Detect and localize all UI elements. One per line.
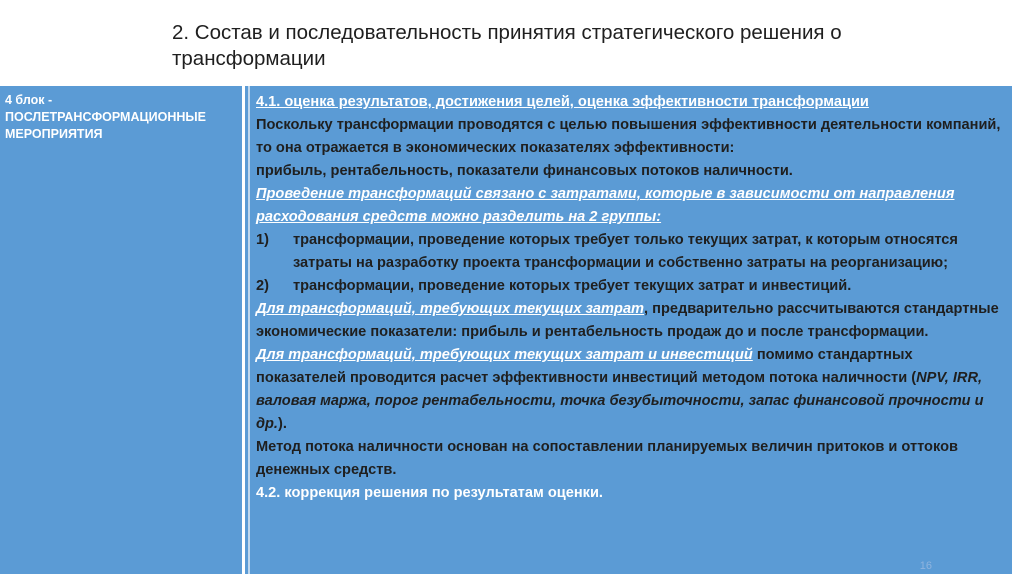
metrics-list: NPV, IRR, валовая маржа, порог рентабельности, точка безубыточности, запас финансовой прочности и др. — [256, 370, 984, 432]
emphasis-investments: Для трансформаций, требующих текущих затрат и инвестиций — [256, 347, 753, 363]
paragraph-current-costs — [256, 298, 1002, 344]
content-table — [0, 86, 1012, 574]
paragraph-cash-flow-method: Метод потока наличности основан на сопоставлении планируемых величин притоков и оттоков денежных средств. — [256, 439, 958, 478]
list-item — [256, 229, 1002, 275]
paragraph-indicators: прибыль, рентабельность, показатели финансовых потоков наличности. — [256, 163, 793, 179]
block-number: 4 блок - — [5, 93, 53, 107]
block-title: ПОСЛЕТРАНСФОРМАЦИОННЫЕ МЕРОПРИЯТИЯ — [5, 110, 206, 141]
block-content-cell — [248, 86, 1012, 574]
paragraph-cost-groups: Проведение трансформаций связано с затратами, которые в зависимости от направления расходования средств можно разделить на 2 группы: — [256, 186, 955, 225]
list-item-number: 1) — [256, 232, 269, 248]
text-investments-end: ). — [278, 416, 287, 432]
list-item — [256, 275, 1002, 298]
slide-title: 2. Состав и последовательность принятия стратегического решения о трансформации — [172, 21, 842, 70]
list-item-text: трансформации, проведение которых требует только текущих затрат, к которым относятся затраты на разработку проекта трансформации и собственно затраты на реорганизацию; — [293, 232, 958, 271]
block-label-cell — [0, 86, 245, 574]
list-item-text: трансформации, проведение которых требует текущих затрат и инвестиций. — [293, 278, 852, 294]
paragraph-investments — [256, 344, 1002, 436]
text-investments: помимо стандартных показателей проводится расчет эффективности инвестиций методом потока наличности ( — [256, 347, 917, 386]
text-current-costs: , предварительно рассчитываются стандартные экономические показатели: прибыль и рентабельность продаж до и после трансформации. — [256, 301, 999, 340]
list-item-number: 2) — [256, 278, 269, 294]
section-heading-4-1: 4.1. оценка результатов, достижения целей, оценка эффективности трансформации — [256, 94, 869, 110]
paragraph-efficiency: Поскольку трансформации проводятся с целью повышения эффективности деятельности компаний, то она отражается в экономических показателях эффективности: — [256, 117, 1001, 156]
section-heading-4-2: 4.2. коррекция решения по результатам оценки. — [256, 485, 603, 501]
page-number: 16 — [919, 560, 932, 572]
emphasis-current-costs: Для трансформаций, требующих текущих затрат — [256, 301, 645, 317]
